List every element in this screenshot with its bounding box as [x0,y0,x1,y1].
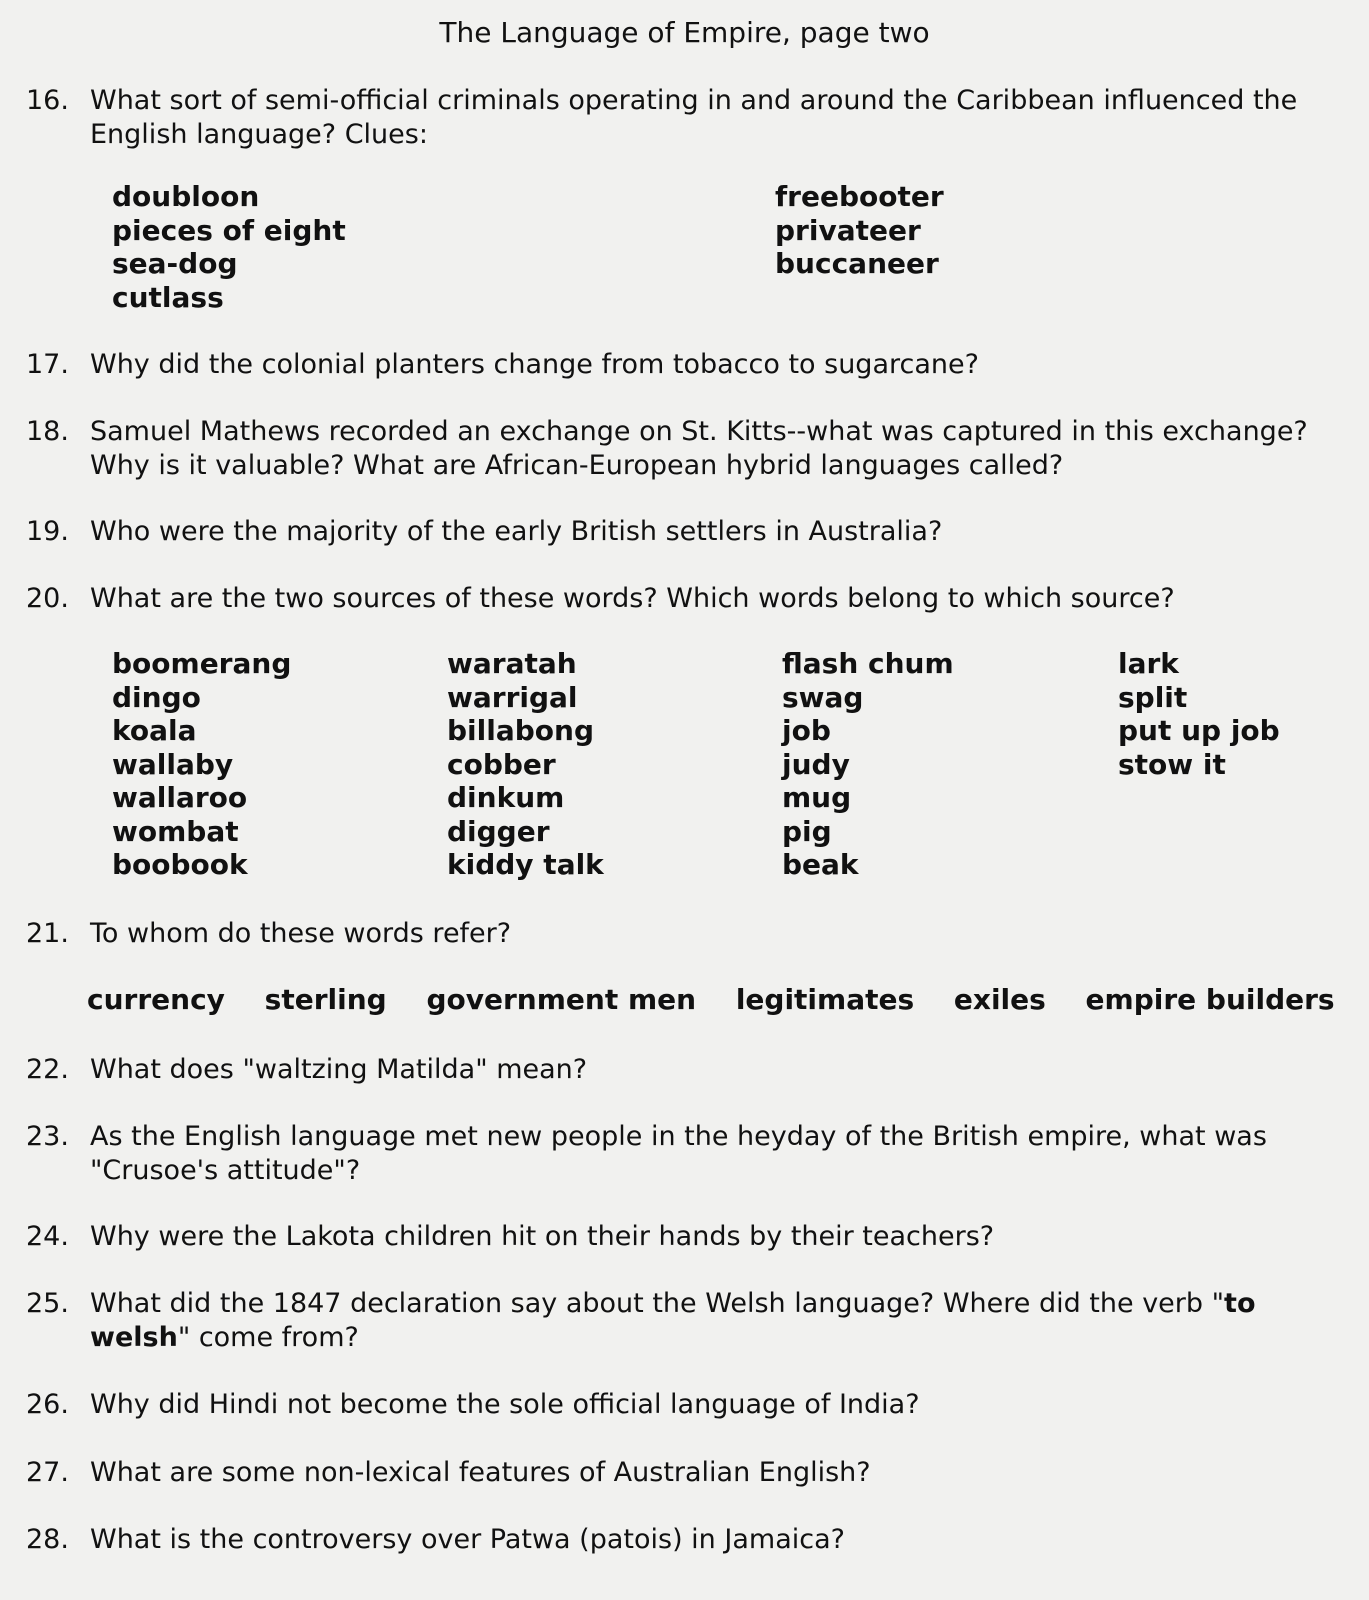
question-number: 27. [26,1457,69,1488]
clue-word: buccaneer [775,247,939,280]
question-number: 18. [26,416,69,447]
clue-word: privateer [775,213,921,247]
word: kiddy talk [447,848,604,881]
word: split [1118,680,1188,714]
term: exiles [953,983,1046,1016]
clue-word: sea-dog [112,247,238,280]
question-28 [26,1523,1346,1557]
question-26 [26,1388,1346,1422]
question-text: What does "waltzing Matilda" mean? [90,1054,588,1085]
question-text: Why did Hindi not become the sole official language of India? [90,1389,920,1420]
word: flash chum [782,647,954,680]
question-27 [26,1456,1346,1490]
word: beak [782,848,859,881]
word: billabong [447,714,594,747]
word: put up job [1118,714,1280,747]
question-text: What are some non-lexical features of Australian English? [90,1457,871,1488]
word: waratah [447,647,577,680]
word: dingo [112,680,201,714]
question-21 [26,917,1346,951]
question-number: 26. [26,1389,69,1420]
word-column-4 [1118,647,1280,781]
question-text-bold: to welsh [90,1288,1256,1353]
question-text: Who were the majority of the early British settlers in Australia? [90,516,943,547]
question-text: As the English language met new people in the heyday of the British empire, what was "Crusoe's attitude"? [90,1121,1267,1186]
word: dinkum [447,781,565,814]
question-17 [26,348,1346,382]
word-column-1 [112,647,291,882]
term: legitimates [735,983,915,1016]
question-25 [26,1287,1346,1355]
question-number: 28. [26,1524,69,1555]
question-16 [26,84,1346,152]
clue-word: doubloon [112,180,260,213]
question-number: 16. [26,85,69,116]
question-23 [26,1120,1346,1188]
word-column-2 [447,647,604,882]
word: stow it [1118,747,1226,781]
word: boobook [112,848,248,881]
question-number: 24. [26,1221,69,1252]
word: wombat [112,814,239,848]
question-24 [26,1220,1346,1254]
word: warrigal [447,680,578,714]
word: job [782,714,831,747]
word: wallaby [112,747,234,781]
question-number: 25. [26,1288,69,1319]
question-number: 17. [26,349,69,380]
term: government men [426,983,697,1016]
question-18 [26,415,1346,483]
question-text-part: " come from? [177,1322,359,1353]
clue-list-left [112,180,346,314]
term-list [87,983,1335,1016]
word: cobber [447,747,556,781]
word: swag [782,680,864,714]
clue-word: freebooter [775,180,944,213]
question-number: 23. [26,1121,69,1152]
term: empire builders [1085,983,1335,1016]
question-text-part: What did the 1847 declaration say about the Welsh language? Where did the verb " [90,1288,1225,1319]
term: currency [87,983,225,1016]
question-text: What sort of semi-official criminals operating in and around the Caribbean influenced the English language? Clues: [90,85,1298,150]
clue-word: cutlass [112,280,224,314]
question-19 [26,515,1346,549]
question-number: 21. [26,918,69,949]
question-20 [26,582,1346,616]
word: koala [112,714,197,747]
word: lark [1118,647,1179,680]
question-text: Why did the colonial planters change from tobacco to sugarcane? [90,349,979,380]
question-number: 22. [26,1054,69,1085]
question-text [90,1287,1346,1355]
question-text: Samuel Mathews recorded an exchange on St. Kitts--what was captured in this exchange? Why is it valuable? What are African-European hybrid languages called? [90,416,1308,481]
question-number: 19. [26,516,69,547]
word-column-3 [782,647,954,882]
question-text: What are the two sources of these words? Which words belong to which source? [90,583,1175,614]
page-title: The Language of Empire, page two [439,16,930,49]
question-number: 20. [26,583,69,614]
term: sterling [264,983,387,1016]
word: judy [782,747,850,781]
question-text: Why were the Lakota children hit on their hands by their teachers? [90,1221,995,1252]
word: digger [447,814,550,848]
word: mug [782,781,852,814]
word: pig [782,814,832,848]
question-22 [26,1053,1346,1087]
clue-list-right [775,180,944,281]
word: boomerang [112,647,292,680]
question-text: To whom do these words refer? [90,918,512,949]
clue-word: pieces of eight [112,213,346,247]
question-text: What is the controversy over Patwa (patois) in Jamaica? [90,1524,845,1555]
word: wallaroo [112,781,248,814]
